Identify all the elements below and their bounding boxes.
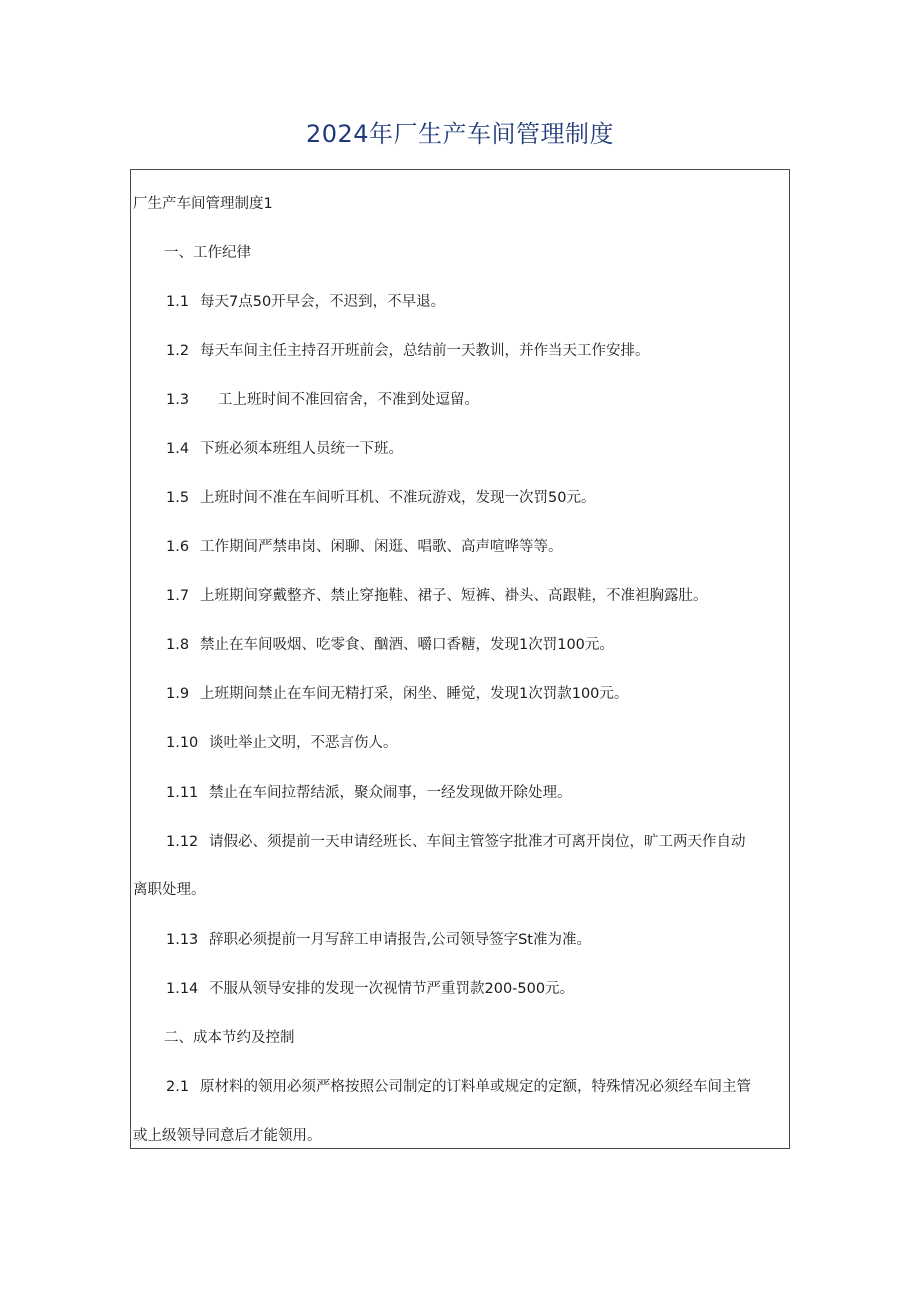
section-heading: 二、成本节约及控制 bbox=[164, 1030, 295, 1046]
list-item bbox=[166, 832, 746, 852]
item-text: 上班期间禁止在车间无精打采，闲坐、睡觉，发现1次罚款100元。 bbox=[200, 686, 629, 702]
item-text: 原材料的领用必须严格按照公司制定的订料单或规定的定额，特殊情况必须经车间主管 bbox=[200, 1079, 751, 1095]
list-item bbox=[166, 488, 595, 508]
item-text: 下班必须本班组人员统一下班。 bbox=[200, 441, 403, 457]
item-number: 1.12 bbox=[166, 834, 199, 850]
list-item bbox=[166, 439, 403, 459]
item-number: 1.6 bbox=[166, 539, 190, 555]
item-number: 1.4 bbox=[166, 441, 190, 457]
item-text: 工上班时间不准回宿舍，不准到处逗留。 bbox=[218, 392, 479, 408]
item-number: 1.10 bbox=[166, 735, 199, 751]
list-item bbox=[166, 684, 628, 704]
item-number: 1.9 bbox=[166, 686, 190, 702]
section-heading: 一、工作纪律 bbox=[164, 245, 251, 261]
item-text: 上班期间穿戴整齐、禁止穿拖鞋、裙子、短裤、褂头、高跟鞋，不准袒胸露肚。 bbox=[200, 588, 708, 604]
list-item bbox=[166, 537, 563, 557]
item-continuation: 离职处理。 bbox=[133, 882, 206, 898]
list-item bbox=[166, 979, 574, 999]
item-number: 1.7 bbox=[166, 588, 190, 604]
list-item bbox=[166, 635, 614, 655]
item-text: 辞职必须提前一月写辞工申请报告,公司领导签字St准为准。 bbox=[209, 932, 591, 948]
item-number: 1.13 bbox=[166, 932, 199, 948]
item-number: 2.1 bbox=[166, 1079, 190, 1095]
list-item bbox=[166, 1077, 751, 1097]
list-item bbox=[166, 390, 479, 410]
list-item bbox=[166, 292, 445, 312]
document-subtitle: 厂生产车间管理制度1 bbox=[133, 196, 273, 212]
item-text: 谈吐举止文明，不恶言伤人。 bbox=[209, 735, 398, 751]
item-text: 禁止在车间拉帮结派，聚众闹事，一经发现做开除处理。 bbox=[209, 785, 572, 801]
list-item bbox=[166, 586, 708, 606]
item-number: 1.1 bbox=[166, 294, 190, 310]
item-text: 工作期间严禁串岗、闲聊、闲逛、唱歌、高声喧哗等等。 bbox=[200, 539, 563, 555]
item-number: 1.8 bbox=[166, 637, 190, 653]
document-title: 2024年厂生产车间管理制度 bbox=[305, 120, 615, 148]
list-item bbox=[166, 341, 650, 361]
list-item bbox=[166, 783, 572, 803]
item-text: 上班时间不准在车间听耳机、不准玩游戏，发现一次罚50元。 bbox=[200, 490, 596, 506]
item-number: 1.11 bbox=[166, 785, 199, 801]
item-number: 1.3 bbox=[166, 392, 190, 408]
list-item bbox=[166, 930, 591, 950]
item-text: 不服从领导安排的发现一次视情节严重罚款200-500元。 bbox=[209, 981, 575, 997]
item-text: 每天车间主任主持召开班前会，总结前一天教训，并作当天工作安排。 bbox=[200, 343, 650, 359]
item-number: 1.14 bbox=[166, 981, 199, 997]
item-text: 每天7点50开早会，不迟到，不早退。 bbox=[200, 294, 446, 310]
item-text: 禁止在车间吸烟、吃零食、酗酒、嚼口香糖，发现1次罚100元。 bbox=[200, 637, 614, 653]
content-frame bbox=[130, 169, 790, 1149]
item-number: 1.5 bbox=[166, 490, 190, 506]
list-item bbox=[166, 733, 398, 753]
item-continuation: 或上级领导同意后才能领用。 bbox=[133, 1128, 322, 1144]
item-text: 请假必、须提前一天申请经班长、车间主管签字批准才可离开岗位，旷工两天作自动 bbox=[209, 834, 746, 850]
item-number: 1.2 bbox=[166, 343, 190, 359]
